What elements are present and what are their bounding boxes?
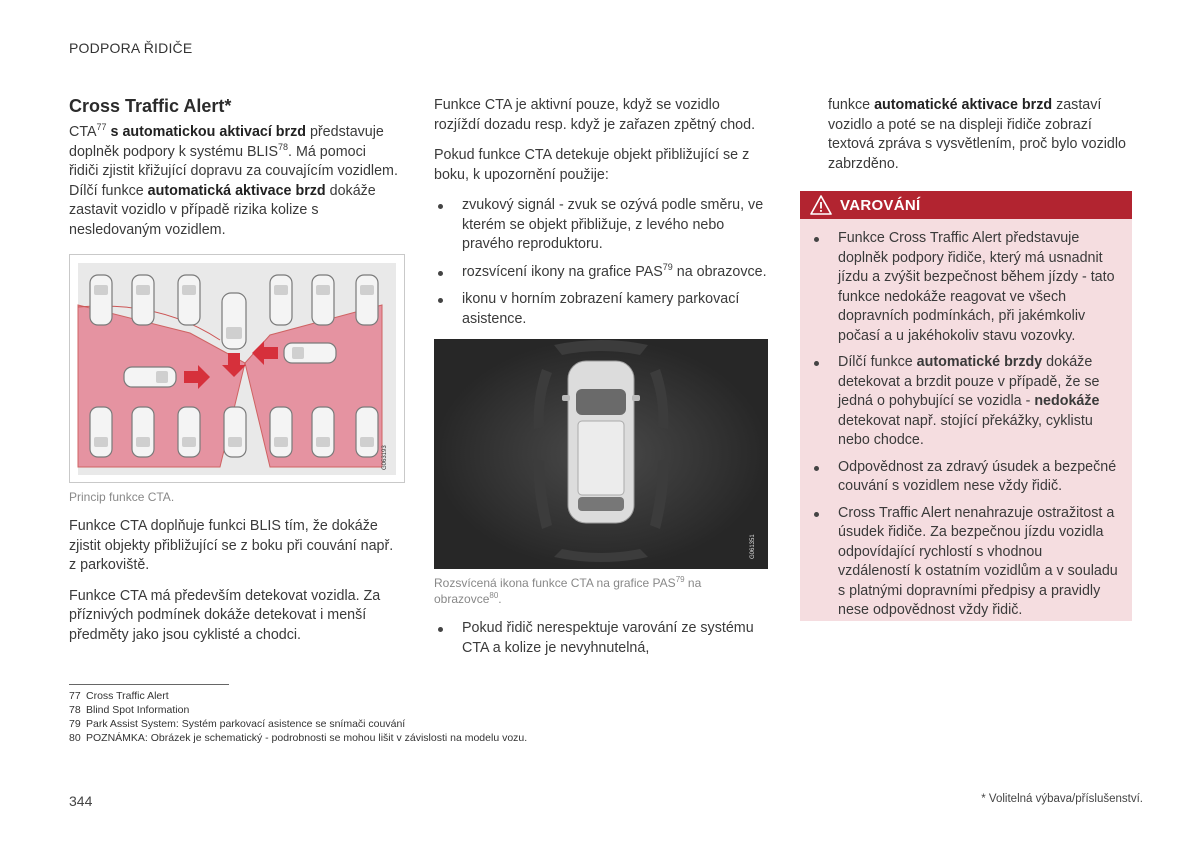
parking-lot-illustration <box>70 255 404 482</box>
paragraph-active: Funkce CTA je aktivní pouze, když se vozidlo rozjíždí dozadu resp. když je zařazen zpětný chod. <box>434 97 756 133</box>
warning-label: VAROVÁNÍ <box>840 196 921 214</box>
figure-caption: Rozsvícená ikona funkce CTA na grafice PAS$^{79}$ na obrazovce$^{80}$. <box>434 575 702 606</box>
figure-code: G061351 <box>750 534 756 559</box>
footnote: 78 Blind Spot Information <box>69 704 190 716</box>
footer-note: * Volitelná výbava/příslušenství. <box>981 793 1143 805</box>
list-item: ikonu v horním zobrazení kamery parkovací asistence. <box>434 290 768 329</box>
paragraph-detection: Funkce CTA má především detekovat vozidla. Za příznivých podmínek dokáže detekovat i menší předměty jako jsou cyklisté a chodci. <box>69 587 381 643</box>
warning-body <box>800 219 1132 621</box>
footnote-ref-78: 78 <box>278 141 289 152</box>
footnote: 79 Park Assist System: Systém parkovací asistence se snímači couvání <box>69 718 406 730</box>
section-title: Cross Traffic Alert* <box>69 96 232 116</box>
warning-box <box>800 191 1132 621</box>
footnote-ref-77: 77 <box>96 122 107 132</box>
figure-code: G063193 <box>382 445 388 470</box>
pas-camera-figure <box>434 339 768 569</box>
footnote: 80 POZNÁMKA: Obrázek je schematický - podrobnosti se mohou lišit v závislosti na modelu vozu. <box>69 732 528 744</box>
warning-methods-list <box>434 196 768 329</box>
list-item: Odpovědnost za zdravý úsudek a bezpečné couvání s vozidlem nese vždy řidič. <box>810 458 1118 497</box>
list-item: zvukový signál - zvuk se ozývá podle směru, ve kterém se objekt přibližuje, z levého nebo pravého reproduktoru. <box>434 196 768 255</box>
column-2 <box>434 96 768 668</box>
cta-principle-figure <box>69 254 405 483</box>
warning-list <box>810 229 1118 621</box>
paragraph-continued: funkce automatické aktivace brzd zastaví vozidlo a poté se na displeji řidiče zobrazí textová zpráva s vysvětlením, proč bylo vozidlo zabrzděno. <box>828 97 1126 172</box>
list-item: Funkce Cross Traffic Alert představuje doplněk podpory řidiče, který má usnadnit jízdu a zvýšit bezpečnost během jízdy - tato funkce nedokáže reagovat ve všech dopravních podmínkách, při jakémkoliv počasí a u jakéhokoliv stavu vozovky. <box>810 229 1118 346</box>
column-1 <box>69 95 399 656</box>
list-item: rozsvícení ikony na grafice PAS$^{79}$ na obrazovce. <box>434 263 768 283</box>
collision-list <box>434 619 768 658</box>
warning-header <box>800 191 1132 219</box>
footnotes <box>69 684 527 745</box>
list-item: Cross Traffic Alert nenahrazuje ostražitost a úsudek řidiče. Za bezpečnou jízdu vozidla odpovídající rychlostí s vhodnou vzdáleností k ostatním vozidlům a v souladu s platnými dopravními předpisy a pravidly nese odpovědnost vždy řidič. <box>810 504 1118 621</box>
figure-caption: Princip funkce CTA. <box>69 490 175 504</box>
intro-paragraph: CTA$^{77}$ s automatickou aktivací brzd představuje doplněk podpory k systému BLIS$^{78}$. Má pomoci řidiči zjistit křižující dopravu za couvajícím vozidlem. Dílčí funkce automatická aktivace brzd dokáže zastavit vozidlo v případě rizika kolize s nesledovaným vozidlem. <box>69 122 398 238</box>
warning-triangle-icon <box>810 195 832 215</box>
paragraph-blis: Funkce CTA doplňuje funkci BLIS tím, že dokáže zjistit objekty přibližující se z boku při couvání např. z parkoviště. <box>69 518 394 573</box>
page-number: 344 <box>69 793 93 809</box>
column-3 <box>828 96 1132 185</box>
footnote: 77 Cross Traffic Alert <box>69 690 169 702</box>
list-item: Pokud řidič nerespektuje varování ze systému CTA a kolize je nevyhnutelná, <box>434 619 768 658</box>
paragraph-warns: Pokud funkce CTA detekuje objekt přibližující se z boku, k upozornění použije: <box>434 147 750 183</box>
list-item: Dílčí funkce automatické brzdy dokáže detekovat a brzdit pouze v případě, že se jedná o pohybující se vozidla - nedokáže detekovat např. stojící překážky, cyklistu nebo chodce. <box>810 353 1118 451</box>
section-header: PODPORA ŘIDIČE <box>69 40 193 56</box>
footnote-divider <box>69 684 229 685</box>
pas-illustration <box>434 339 768 569</box>
